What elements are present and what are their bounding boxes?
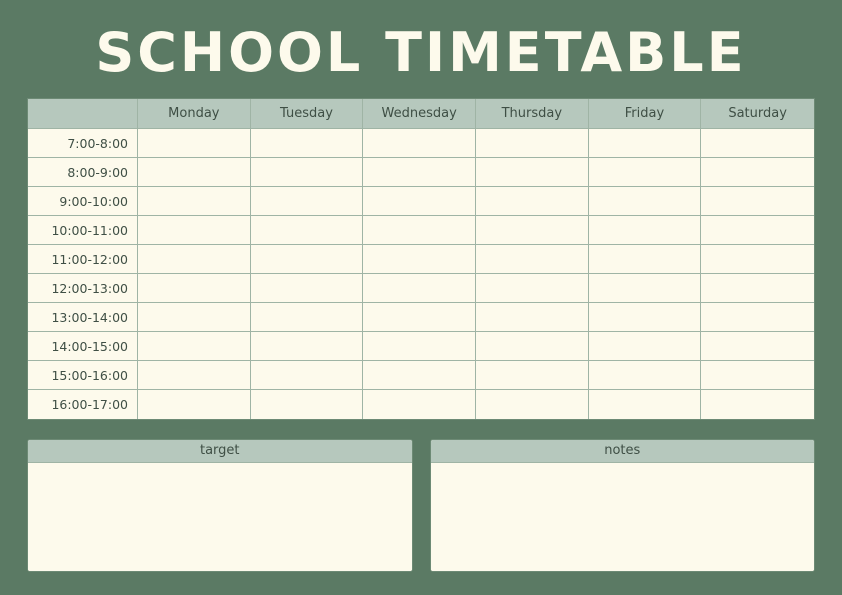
slot-cell[interactable] bbox=[138, 187, 251, 216]
slot-cell[interactable] bbox=[363, 274, 476, 303]
day-header-thursday: Thursday bbox=[476, 99, 589, 129]
bottom-panels bbox=[27, 439, 815, 572]
slot-cell[interactable] bbox=[476, 129, 589, 158]
table-row bbox=[28, 158, 814, 187]
time-label: 12:00-13:00 bbox=[28, 274, 138, 303]
timetable-header-row bbox=[28, 99, 814, 129]
table-row bbox=[28, 361, 814, 390]
slot-cell[interactable] bbox=[589, 245, 702, 274]
table-row bbox=[28, 274, 814, 303]
slot-cell[interactable] bbox=[476, 332, 589, 361]
day-header-friday: Friday bbox=[589, 99, 702, 129]
slot-cell[interactable] bbox=[138, 303, 251, 332]
slot-cell[interactable] bbox=[138, 332, 251, 361]
slot-cell[interactable] bbox=[701, 390, 814, 419]
time-label: 14:00-15:00 bbox=[28, 332, 138, 361]
slot-cell[interactable] bbox=[363, 129, 476, 158]
slot-cell[interactable] bbox=[251, 129, 364, 158]
slot-cell[interactable] bbox=[363, 245, 476, 274]
slot-cell[interactable] bbox=[138, 274, 251, 303]
slot-cell[interactable] bbox=[138, 361, 251, 390]
slot-cell[interactable] bbox=[251, 158, 364, 187]
slot-cell[interactable] bbox=[701, 216, 814, 245]
slot-cell[interactable] bbox=[589, 187, 702, 216]
table-row bbox=[28, 245, 814, 274]
day-header-saturday: Saturday bbox=[701, 99, 814, 129]
slot-cell[interactable] bbox=[476, 187, 589, 216]
slot-cell[interactable] bbox=[701, 274, 814, 303]
notes-panel bbox=[430, 439, 816, 572]
time-label: 11:00-12:00 bbox=[28, 245, 138, 274]
slot-cell[interactable] bbox=[363, 390, 476, 419]
slot-cell[interactable] bbox=[476, 245, 589, 274]
slot-cell[interactable] bbox=[251, 303, 364, 332]
slot-cell[interactable] bbox=[251, 187, 364, 216]
time-label: 8:00-9:00 bbox=[28, 158, 138, 187]
notes-panel-title: notes bbox=[431, 440, 815, 463]
timetable bbox=[27, 98, 815, 420]
slot-cell[interactable] bbox=[701, 158, 814, 187]
slot-cell[interactable] bbox=[251, 332, 364, 361]
slot-cell[interactable] bbox=[363, 303, 476, 332]
slot-cell[interactable] bbox=[476, 303, 589, 332]
slot-cell[interactable] bbox=[251, 274, 364, 303]
time-label: 15:00-16:00 bbox=[28, 361, 138, 390]
slot-cell[interactable] bbox=[589, 129, 702, 158]
slot-cell[interactable] bbox=[589, 390, 702, 419]
slot-cell[interactable] bbox=[589, 303, 702, 332]
table-row bbox=[28, 332, 814, 361]
slot-cell[interactable] bbox=[363, 332, 476, 361]
slot-cell[interactable] bbox=[589, 274, 702, 303]
target-panel bbox=[27, 439, 413, 572]
slot-cell[interactable] bbox=[251, 361, 364, 390]
day-header-wednesday: Wednesday bbox=[363, 99, 476, 129]
page-title: SCHOOL TIMETABLE bbox=[95, 21, 747, 84]
time-label: 7:00-8:00 bbox=[28, 129, 138, 158]
timetable-header bbox=[28, 99, 814, 129]
slot-cell[interactable] bbox=[701, 303, 814, 332]
time-label: 10:00-11:00 bbox=[28, 216, 138, 245]
time-label: 16:00-17:00 bbox=[28, 390, 138, 419]
timetable-corner-cell bbox=[28, 99, 138, 129]
table-row bbox=[28, 303, 814, 332]
slot-cell[interactable] bbox=[701, 245, 814, 274]
slot-cell[interactable] bbox=[476, 274, 589, 303]
slot-cell[interactable] bbox=[701, 187, 814, 216]
slot-cell[interactable] bbox=[476, 158, 589, 187]
slot-cell[interactable] bbox=[589, 361, 702, 390]
time-label: 9:00-10:00 bbox=[28, 187, 138, 216]
time-label: 13:00-14:00 bbox=[28, 303, 138, 332]
slot-cell[interactable] bbox=[363, 158, 476, 187]
slot-cell[interactable] bbox=[251, 216, 364, 245]
slot-cell[interactable] bbox=[589, 332, 702, 361]
slot-cell[interactable] bbox=[363, 216, 476, 245]
slot-cell[interactable] bbox=[701, 129, 814, 158]
target-panel-title: target bbox=[28, 440, 412, 463]
slot-cell[interactable] bbox=[589, 158, 702, 187]
notes-panel-body[interactable] bbox=[431, 463, 815, 571]
table-row bbox=[28, 129, 814, 158]
timetable-body bbox=[28, 129, 814, 419]
slot-cell[interactable] bbox=[138, 129, 251, 158]
table-row bbox=[28, 390, 814, 419]
slot-cell[interactable] bbox=[363, 361, 476, 390]
day-header-monday: Monday bbox=[138, 99, 251, 129]
day-header-tuesday: Tuesday bbox=[251, 99, 364, 129]
slot-cell[interactable] bbox=[476, 390, 589, 419]
slot-cell[interactable] bbox=[251, 245, 364, 274]
slot-cell[interactable] bbox=[589, 216, 702, 245]
slot-cell[interactable] bbox=[476, 216, 589, 245]
table-row bbox=[28, 187, 814, 216]
slot-cell[interactable] bbox=[138, 158, 251, 187]
slot-cell[interactable] bbox=[476, 361, 589, 390]
slot-cell[interactable] bbox=[138, 216, 251, 245]
slot-cell[interactable] bbox=[138, 390, 251, 419]
slot-cell[interactable] bbox=[251, 390, 364, 419]
table-row bbox=[28, 216, 814, 245]
slot-cell[interactable] bbox=[701, 361, 814, 390]
slot-cell[interactable] bbox=[701, 332, 814, 361]
target-panel-body[interactable] bbox=[28, 463, 412, 571]
slot-cell[interactable] bbox=[138, 245, 251, 274]
slot-cell[interactable] bbox=[363, 187, 476, 216]
